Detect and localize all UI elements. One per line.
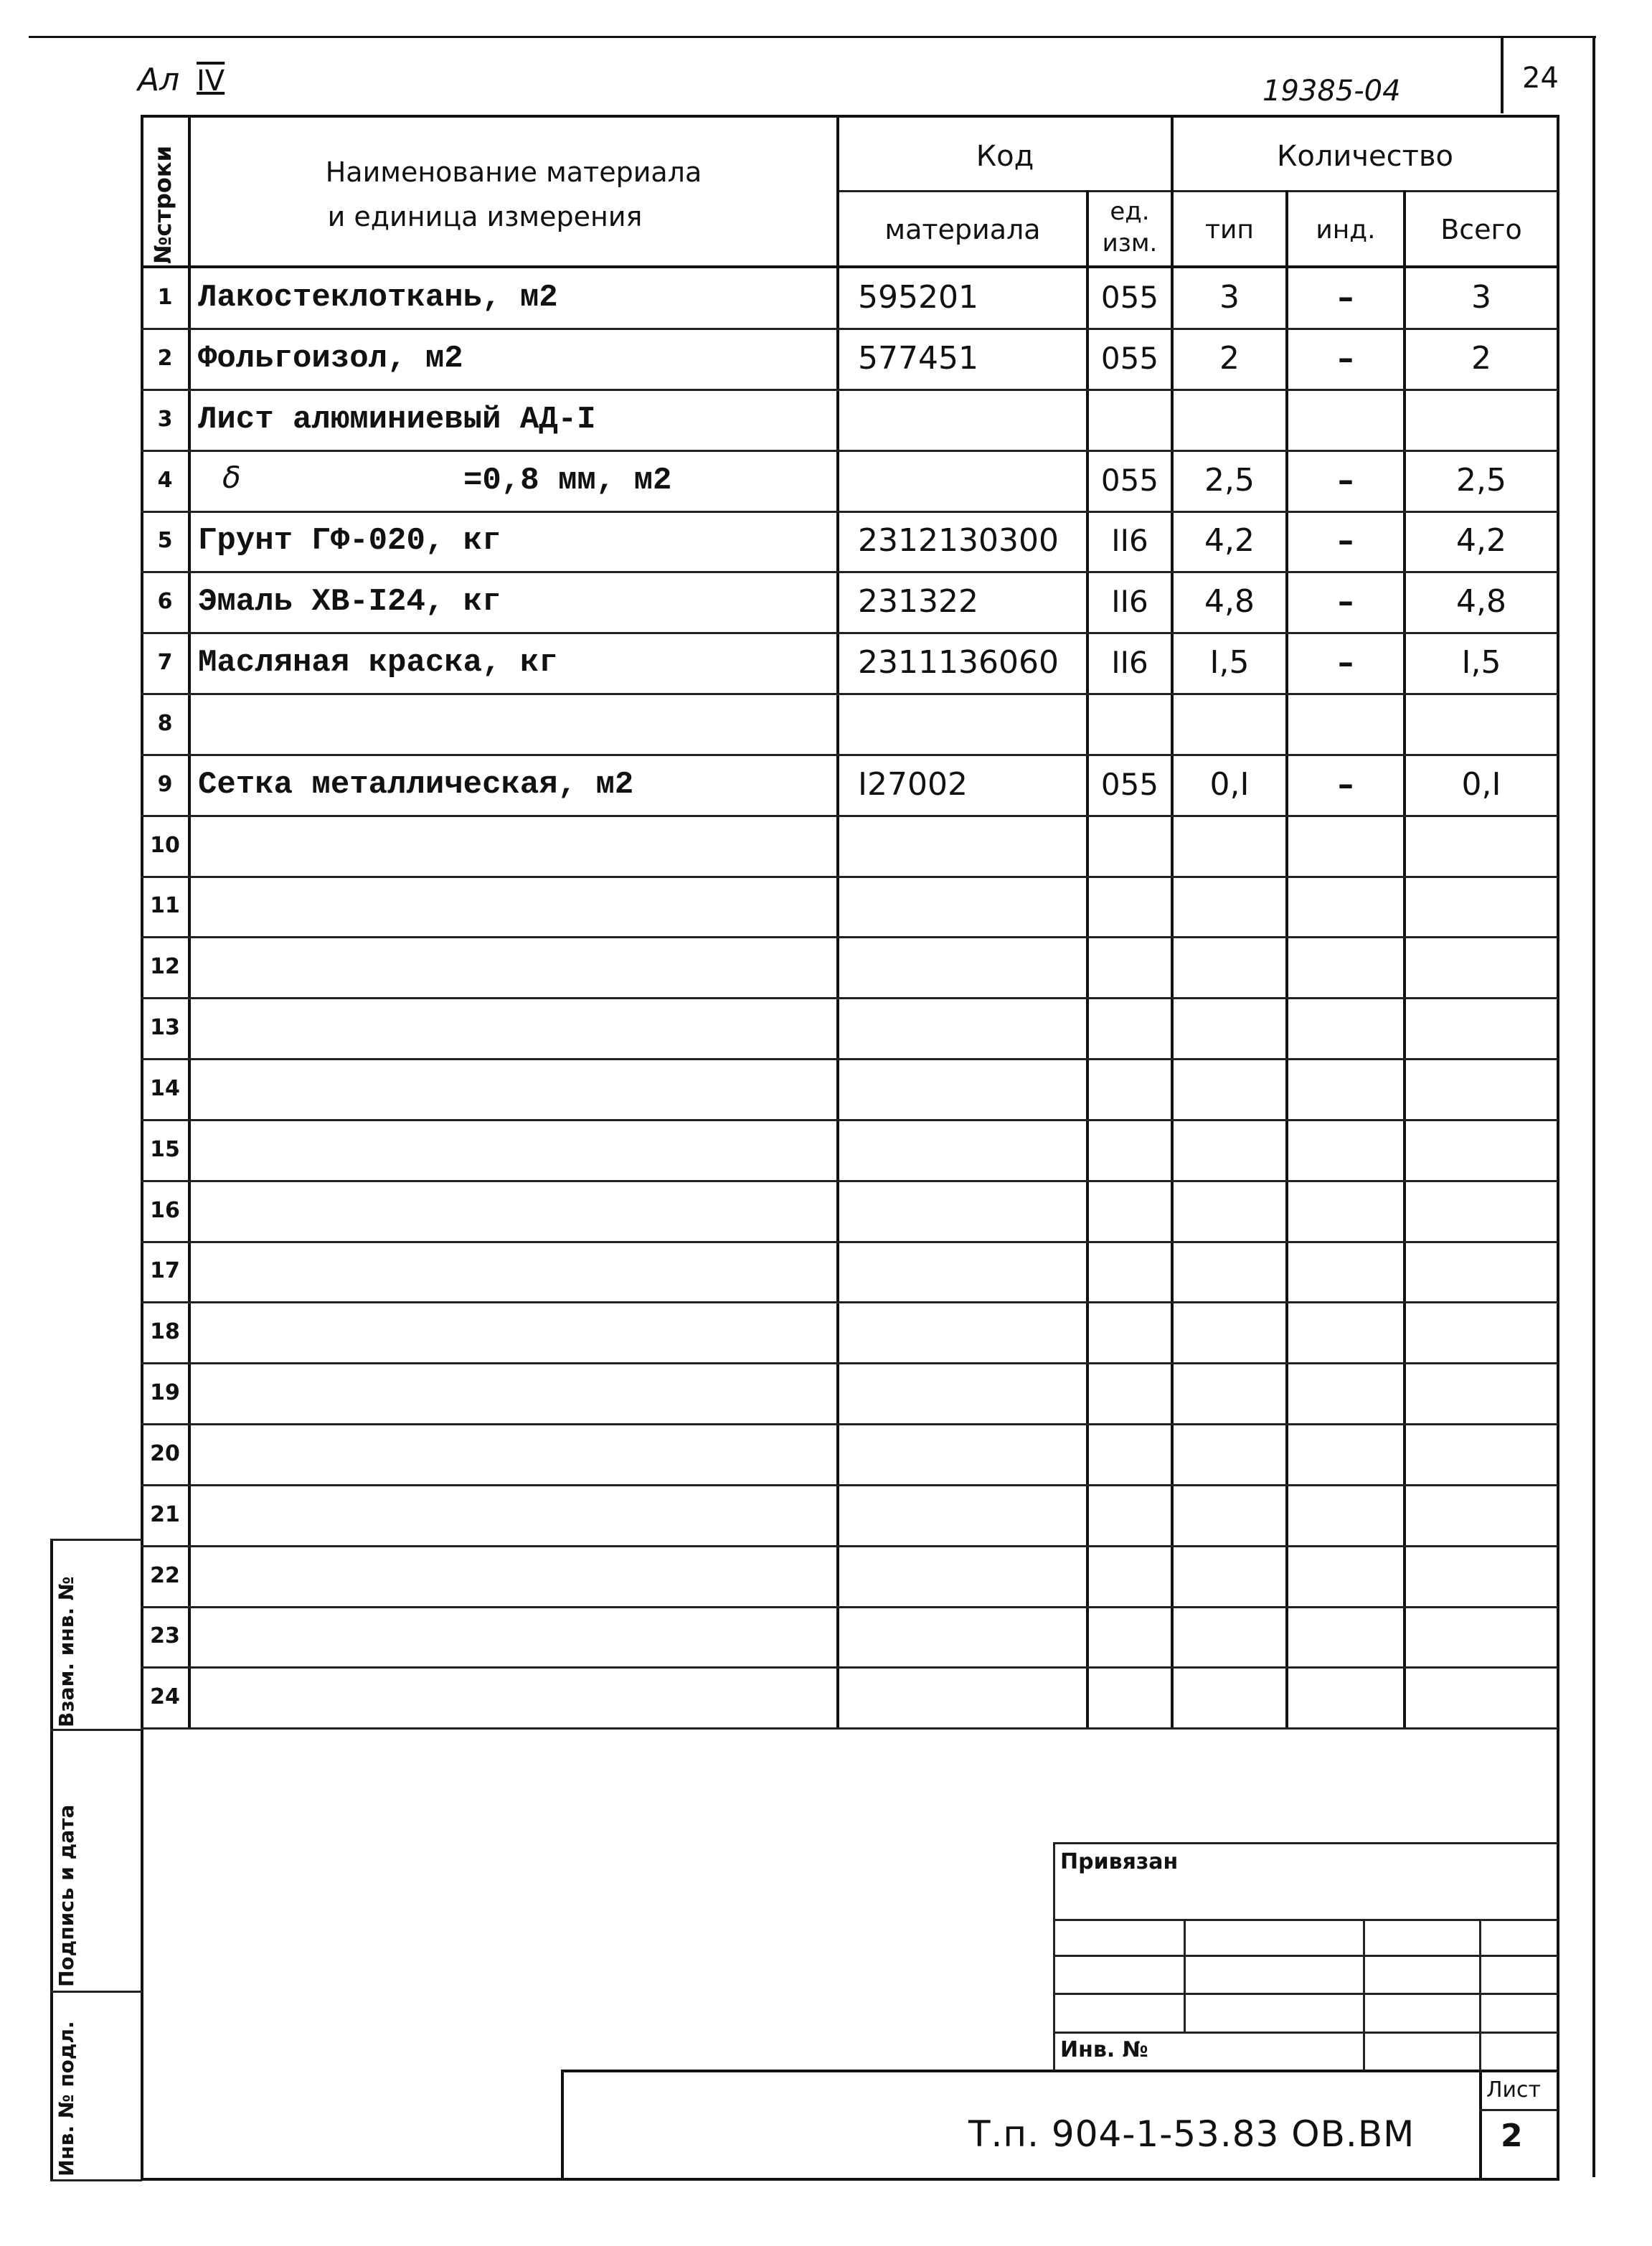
material-name: Лист алюминиевый АД-I [198, 401, 596, 438]
header-qty-ind: инд. [1316, 214, 1376, 245]
document-code: Т.п. 904-1-53.83 ОВ.ВМ [968, 2113, 1415, 2155]
header-name-line1: Наименование материала [325, 156, 702, 188]
material-name [191, 1180, 844, 1241]
qty-total [1406, 1119, 1557, 1180]
qty-total [1406, 1240, 1557, 1301]
qty-ind [1288, 1362, 1403, 1423]
material-name: Фольгоизол, м2 [198, 340, 463, 377]
header-code-group: Код [976, 139, 1034, 173]
qty-type [1174, 1666, 1285, 1727]
material-name [191, 1119, 844, 1180]
qty-ind [1288, 1240, 1403, 1301]
qty-total [1406, 1666, 1557, 1727]
table-row [0, 1119, 1652, 1180]
side-stamp-podpis: Подпись и дата [55, 1804, 78, 1987]
row-number: 20 [150, 1441, 180, 1466]
material-code: I27002 [858, 766, 968, 803]
material-name [191, 693, 844, 754]
qty-total [1406, 815, 1557, 876]
qty-type [1174, 1605, 1285, 1666]
qty-ind: – [1338, 644, 1354, 681]
side-stamp-sep-1 [50, 1539, 142, 1541]
qty-type [1174, 1180, 1285, 1241]
row-number: 14 [150, 1076, 180, 1101]
qty-total [1406, 389, 1557, 450]
qty-type: 2 [1219, 340, 1240, 377]
inv-no-label: Инв. № [1060, 2037, 1148, 2062]
table-row [0, 450, 1652, 511]
material-name [191, 1545, 844, 1606]
qty-type [1174, 1423, 1285, 1484]
title-list-sep [1479, 2109, 1558, 2111]
unit-code [1089, 1362, 1171, 1423]
qty-total [1406, 1301, 1557, 1362]
material-code [839, 1119, 1105, 1180]
qty-total [1406, 1423, 1557, 1484]
qty-ind [1288, 1119, 1403, 1180]
material-name [191, 875, 844, 936]
qty-ind [1288, 1423, 1403, 1484]
table-row [0, 1180, 1652, 1241]
row-number: 18 [150, 1319, 180, 1344]
title-list-left [1479, 2070, 1482, 2179]
table-row [0, 267, 1652, 328]
title-block-top-line [1053, 1842, 1558, 1844]
unit-code [1089, 1666, 1171, 1727]
unit-code [1089, 1058, 1171, 1119]
material-name [191, 1484, 844, 1545]
table-top-border [141, 115, 1559, 118]
header-name-line2: и единица измерения [327, 201, 643, 232]
material-code [839, 936, 1105, 997]
material-name [191, 1058, 844, 1119]
qty-ind [1288, 936, 1403, 997]
unit-code: 055 [1100, 341, 1159, 376]
table-row [0, 875, 1652, 936]
material-code: 2311136060 [858, 644, 1059, 681]
row-number: 10 [150, 833, 180, 858]
side-stamp-sep-3 [50, 1991, 142, 1993]
title-grid-v3 [1479, 1919, 1481, 2070]
table-row [0, 1362, 1652, 1423]
qty-total [1406, 693, 1557, 754]
title-grid-h2 [1053, 1955, 1558, 1957]
qty-ind: – [1338, 522, 1354, 559]
unit-code: 055 [1100, 463, 1159, 498]
title-grid-h4 [1053, 2032, 1558, 2034]
unit-code [1089, 693, 1171, 754]
privyazan-label: Привязан [1060, 1849, 1179, 1874]
side-stamp-sep-4 [50, 2179, 142, 2181]
title-block-left-line [1053, 1842, 1055, 2072]
qty-total: 2 [1471, 340, 1491, 377]
unit-code [1089, 389, 1171, 450]
material-code: 595201 [858, 279, 978, 316]
material-name: Грунт ГФ-020, кг [198, 522, 501, 559]
header-unit-code-2: изм. [1102, 229, 1158, 258]
title-grid-h1 [1053, 1919, 1558, 1921]
qty-ind: – [1338, 279, 1354, 316]
title-main-left [561, 2070, 564, 2179]
qty-type [1174, 1301, 1285, 1362]
unit-code [1089, 936, 1171, 997]
table-row [0, 328, 1652, 389]
row-number: 17 [150, 1258, 180, 1283]
material-code: 577451 [858, 340, 978, 377]
qty-ind [1288, 1545, 1403, 1606]
material-code [839, 815, 1105, 876]
material-code [839, 875, 1105, 936]
unit-code: 055 [1100, 767, 1159, 802]
qty-ind [1288, 875, 1403, 936]
qty-type [1174, 389, 1285, 450]
table-row [0, 571, 1652, 632]
qty-type: 3 [1219, 279, 1240, 316]
qty-ind [1288, 815, 1403, 876]
table-row [0, 1301, 1652, 1362]
side-stamp-inv-podl: Инв. № подл. [55, 2021, 78, 2176]
qty-total [1406, 1605, 1557, 1666]
row-separator [141, 1727, 1558, 1730]
table-row [0, 1240, 1652, 1301]
row-number: 13 [150, 1015, 180, 1040]
title-grid-h3 [1053, 1993, 1558, 1995]
roman-numeral: IV [197, 65, 225, 98]
unit-code [1089, 1180, 1171, 1241]
qty-total [1406, 1180, 1557, 1241]
qty-type [1174, 997, 1285, 1058]
material-name [191, 1362, 844, 1423]
qty-ind [1288, 1605, 1403, 1666]
material-code [839, 693, 1105, 754]
unit-code: 055 [1100, 280, 1159, 315]
unit-code [1089, 1301, 1171, 1362]
row-number: 23 [150, 1623, 180, 1648]
material-code [839, 1545, 1105, 1606]
row-number: 5 [157, 528, 173, 553]
qty-type [1174, 936, 1285, 997]
row-number: 15 [150, 1137, 180, 1162]
table-row [0, 815, 1652, 876]
material-name: =0,8 мм, м2 [463, 462, 672, 499]
row-number: 6 [157, 589, 173, 614]
row-number: 11 [150, 893, 180, 918]
material-code [839, 1362, 1105, 1423]
title-grid-v2 [1363, 1919, 1365, 2070]
material-code [839, 1605, 1105, 1666]
unit-code: II6 [1111, 645, 1148, 680]
header-material-code: материала [884, 214, 1041, 245]
material-code: 2312130300 [858, 522, 1059, 559]
qty-type: 4,2 [1204, 522, 1255, 559]
header-mid-line [836, 190, 1558, 192]
material-name [191, 815, 844, 876]
material-code [839, 450, 1105, 511]
qty-ind [1288, 1301, 1403, 1362]
material-name [191, 1240, 844, 1301]
qty-total: I,5 [1461, 644, 1501, 681]
qty-total [1406, 1484, 1557, 1545]
side-stamp-vzam: Взам. инв. № [55, 1576, 78, 1727]
title-main-top [561, 2070, 1558, 2072]
material-code [839, 1240, 1105, 1301]
table-row [0, 754, 1652, 815]
title-block-bottom-line [141, 2178, 1559, 2181]
material-name: Сетка металлическая, м2 [198, 766, 634, 803]
qty-type: 0,I [1209, 766, 1250, 803]
material-code [839, 1180, 1105, 1241]
document-number: 19385-04 [1262, 75, 1401, 108]
unit-code [1089, 1240, 1171, 1301]
material-name [191, 1605, 844, 1666]
side-stamp-sep-2 [50, 1729, 142, 1731]
qty-ind: – [1338, 462, 1354, 499]
qty-type [1174, 1119, 1285, 1180]
qty-ind [1288, 693, 1403, 754]
qty-ind [1288, 389, 1403, 450]
qty-type [1174, 1240, 1285, 1301]
row-number: 4 [157, 468, 173, 493]
table-row [0, 1545, 1652, 1606]
qty-total [1406, 1362, 1557, 1423]
qty-type [1174, 1058, 1285, 1119]
qty-total: 2,5 [1456, 462, 1506, 499]
row-number: 2 [157, 346, 173, 371]
qty-total: 4,2 [1456, 522, 1506, 559]
qty-total [1406, 1545, 1557, 1606]
material-name [191, 1301, 844, 1362]
qty-total [1406, 997, 1557, 1058]
unit-code [1089, 1423, 1171, 1484]
table-row [0, 1666, 1652, 1727]
material-name: Лакостеклоткань, м2 [198, 279, 558, 316]
qty-type [1174, 1362, 1285, 1423]
qty-total [1406, 1058, 1557, 1119]
row-number: 22 [150, 1563, 180, 1588]
qty-type: I,5 [1209, 644, 1250, 681]
row-number: 7 [157, 650, 173, 675]
material-code [839, 1301, 1105, 1362]
table-row [0, 1484, 1652, 1545]
material-code [839, 389, 1105, 450]
header-qty-total: Всего [1440, 214, 1522, 245]
table-row [0, 693, 1652, 754]
material-name: Эмаль ХВ-I24, кг [198, 583, 501, 620]
qty-ind [1288, 1666, 1403, 1727]
header-qty-type: тип [1205, 214, 1254, 245]
row-number: 1 [157, 285, 173, 310]
unit-code [1089, 875, 1171, 936]
qty-total: 3 [1471, 279, 1491, 316]
list-label: Лист [1486, 2077, 1542, 2103]
qty-total: 4,8 [1456, 583, 1506, 620]
row-number: 21 [150, 1502, 180, 1527]
unit-code: II6 [1111, 523, 1148, 558]
qty-ind: – [1338, 340, 1354, 377]
unit-code [1089, 997, 1171, 1058]
qty-type [1174, 875, 1285, 936]
row-number: 24 [150, 1684, 180, 1709]
qty-type [1174, 815, 1285, 876]
side-stamp-left-border [50, 1539, 53, 2181]
unit-code: II6 [1111, 584, 1148, 619]
qty-type [1174, 693, 1285, 754]
material-name [191, 1666, 844, 1727]
qty-type: 2,5 [1204, 462, 1255, 499]
material-name [191, 1423, 844, 1484]
sheet-number-top: 24 [1522, 62, 1559, 95]
material-code [839, 1666, 1105, 1727]
table-row [0, 1058, 1652, 1119]
table-row [0, 936, 1652, 997]
row-number: 9 [157, 772, 173, 797]
title-grid-v1 [1184, 1919, 1186, 2032]
material-code [839, 1058, 1105, 1119]
row-number: 3 [157, 407, 173, 432]
row-number: 16 [150, 1198, 180, 1223]
corner-mark: Ал [138, 62, 180, 98]
qty-ind [1288, 1180, 1403, 1241]
unit-code [1089, 815, 1171, 876]
material-name [191, 997, 844, 1058]
qty-ind [1288, 1484, 1403, 1545]
qty-total [1406, 875, 1557, 936]
row-number: 19 [150, 1380, 180, 1405]
table-row [0, 389, 1652, 450]
list-value: 2 [1501, 2118, 1523, 2154]
row-number: 12 [150, 954, 180, 979]
qty-total: 0,I [1461, 766, 1501, 803]
material-code [839, 1484, 1105, 1545]
header-row-number: №строки [149, 145, 176, 264]
row-number: 8 [157, 711, 173, 736]
header-quantity-group: Количество [1276, 139, 1453, 173]
unit-code [1089, 1484, 1171, 1545]
qty-ind [1288, 1058, 1403, 1119]
unit-code [1089, 1545, 1171, 1606]
table-row [0, 1423, 1652, 1484]
material-name [191, 936, 844, 997]
material-code [839, 997, 1105, 1058]
delta-symbol: δ [222, 460, 241, 495]
table-row [0, 632, 1652, 693]
qty-ind [1288, 997, 1403, 1058]
qty-type [1174, 1484, 1285, 1545]
qty-type [1174, 1545, 1285, 1606]
unit-code [1089, 1605, 1171, 1666]
qty-ind: – [1338, 583, 1354, 620]
qty-total [1406, 936, 1557, 997]
qty-ind: – [1338, 766, 1354, 803]
material-code: 231322 [858, 583, 978, 620]
qty-type: 4,8 [1204, 583, 1255, 620]
table-row [0, 510, 1652, 571]
material-code [839, 1423, 1105, 1484]
material-name: Масляная краска, кг [198, 644, 558, 681]
table-row [0, 1605, 1652, 1666]
table-row [0, 997, 1652, 1058]
header-unit-code-1: ед. [1110, 197, 1150, 226]
unit-code [1089, 1119, 1171, 1180]
